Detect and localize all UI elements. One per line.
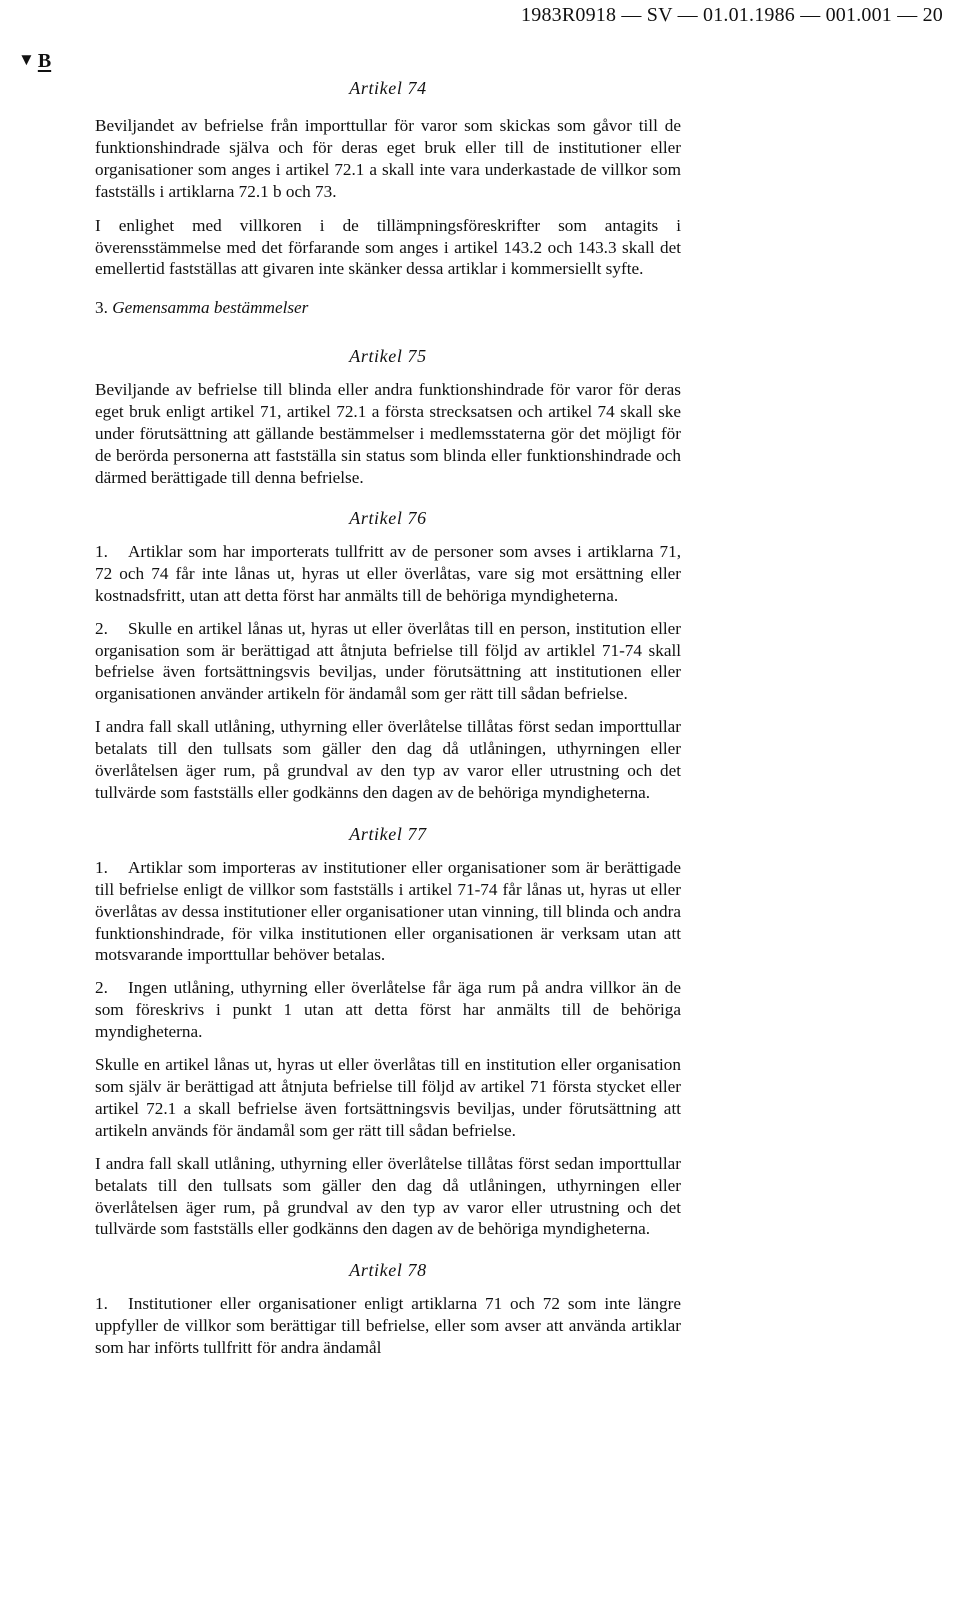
article-76-paragraph-1 bbox=[95, 541, 681, 607]
article-76-p1-number: 1. bbox=[95, 541, 108, 561]
article-77-paragraph-1 bbox=[95, 857, 681, 967]
document-body bbox=[95, 75, 681, 1370]
article-75-title: Artikel 75 bbox=[349, 346, 427, 367]
marker-letter: B bbox=[37, 50, 52, 72]
article-78-title: Artikel 78 bbox=[349, 1260, 427, 1281]
article-76-p2-text: Skulle en artikel lånas ut, hyras ut eller överlåtas till en person, institution eller organisation som är berättigad att åtnjuta befrielse till följd av artiklel 71-74 skall befrielse även fortsättningsvis beviljas, under förutsättning att institutionen eller organisationen använder artikeln för ändamål som ger rätt till sådan befrielse. bbox=[95, 618, 681, 704]
article-77-paragraph-3: Skulle en artikel lånas ut, hyras ut eller överlåtas till en institution eller organisation som själv är berättigad att åtnjuta befrielse till följd av artikel 71 första stycket eller artikel 72.1 a skall befrielse även fortsättningsvis beviljas, under förutsättning att artikeln används för ändamål som ger rätt till sådan befrielse. bbox=[95, 1055, 681, 1140]
article-74-title: Artikel 74 bbox=[349, 78, 427, 98]
article-77-p2-number: 2. bbox=[95, 978, 108, 998]
triangle-marker-icon: ▼ bbox=[18, 50, 35, 69]
article-76-title: Artikel 76 bbox=[349, 507, 427, 528]
consolidation-marker bbox=[18, 50, 51, 73]
article-74-paragraph-2: I enlighet med villkoren i de tillämpningsföreskrifter som antagits i överensstämmelse med det förfarande som anges i artikel 143.2 och 143.3 skall det emellertid fastställas att givaren inte skänker dessa artiklar i kommersiellt syfte. bbox=[95, 215, 681, 279]
article-78-p1-number: 1. bbox=[95, 1294, 108, 1314]
article-77-paragraph-4: I andra fall skall utlåning, uthyrning eller överlåtelse tillåtas först sedan importtullar betalats till den tullsats som gäller den dag då utlåningen, uthyrningen eller överlåtelsen äger rum, på grundval av den typ av varor eller utrustning och det tullvärde som fastställs eller godkänns den dagen av de behöriga myndigheterna. bbox=[95, 1153, 681, 1239]
section-3-heading bbox=[95, 297, 681, 319]
section-3-number: 3. bbox=[95, 298, 108, 318]
article-75-paragraph-1: Beviljande av befrielse till blinda eller andra funktionshindrade för varor för deras eget bruk enligt artikel 71, artikel 72.1 a första strecksatsen och artikel 74 skall ske under förutsättning att gällande bestämmelser i medlemsstaterna gör det möjligt för de berörda personerna att fastställa sin status som blinda eller funktionshindrade och därmed berättigade till denna befrielse. bbox=[95, 380, 681, 487]
document-reference-header: 1983R0918 — SV — 01.01.1986 — 001.001 — 20 bbox=[521, 4, 943, 26]
article-77-p1-text: Artiklar som importeras av institutioner eller organisationer som är berättigade till befrielse enligt de villkor som fastställs i artikel 71-74 får lånas ut, hyras ut eller överlåtas av dessa institutioner eller organisationer utan vinning, till blinda och andra funktionshindrade, för vilka institutionen eller organisationen är verksam utan att motsvarande importtullar behöver betalas. bbox=[95, 857, 681, 965]
article-74-paragraph-1: Beviljandet av befrielse från importtullar för varor som skickas som gåvor till de funktionshindrade själva och för deras eget bruk eller till de institutioner eller organisationer som anges i artikel 72.1 a skall inte vara underkastade de villkor som fastställs i artiklarna 72.1 b och 73. bbox=[95, 116, 681, 201]
article-76-paragraph-3: I andra fall skall utlåning, uthyrning eller överlåtelse tillåtas först sedan importtullar betalats till den tullsats som gäller den dag då utlåningen, uthyrningen eller överlåtelsen äger rum, på grundval av den typ av varor eller utrustning och det tullvärde som fastställs eller godkänns den dagen av de behöriga myndigheterna. bbox=[95, 717, 681, 802]
article-77-p2-text: Ingen utlåning, uthyrning eller överlåtelse får äga rum på andra villkor än de som föreskrivs i punkt 1 utan att detta först har anmälts till de behöriga myndigheterna. bbox=[95, 978, 681, 1042]
article-78-p1-text: Institutioner eller organisationer enligt artiklarna 71 och 72 som inte längre uppfyller de villkor som berättigar till befrielse, eller som avser att använda artiklar som har införts tullfritt för andra ändamål bbox=[95, 1294, 681, 1358]
article-77-title: Artikel 77 bbox=[349, 823, 427, 844]
article-77-paragraph-2 bbox=[95, 977, 681, 1043]
article-76-paragraph-2 bbox=[95, 618, 681, 706]
article-76-p2-number: 2. bbox=[95, 618, 108, 638]
article-77-p1-number: 1. bbox=[95, 857, 108, 877]
article-76-p1-text: Artiklar som har importerats tullfritt av de personer som avses i artiklarna 71, 72 och 74 får inte lånas ut, hyras ut eller överlåtas, vare sig mot ersättning eller kostnadsfritt, utan att detta först har anmälts till de behöriga myndigheterna. bbox=[95, 541, 681, 605]
article-78-paragraph-1 bbox=[95, 1293, 681, 1359]
section-3-title: Gemensamma bestämmelser bbox=[112, 298, 309, 318]
